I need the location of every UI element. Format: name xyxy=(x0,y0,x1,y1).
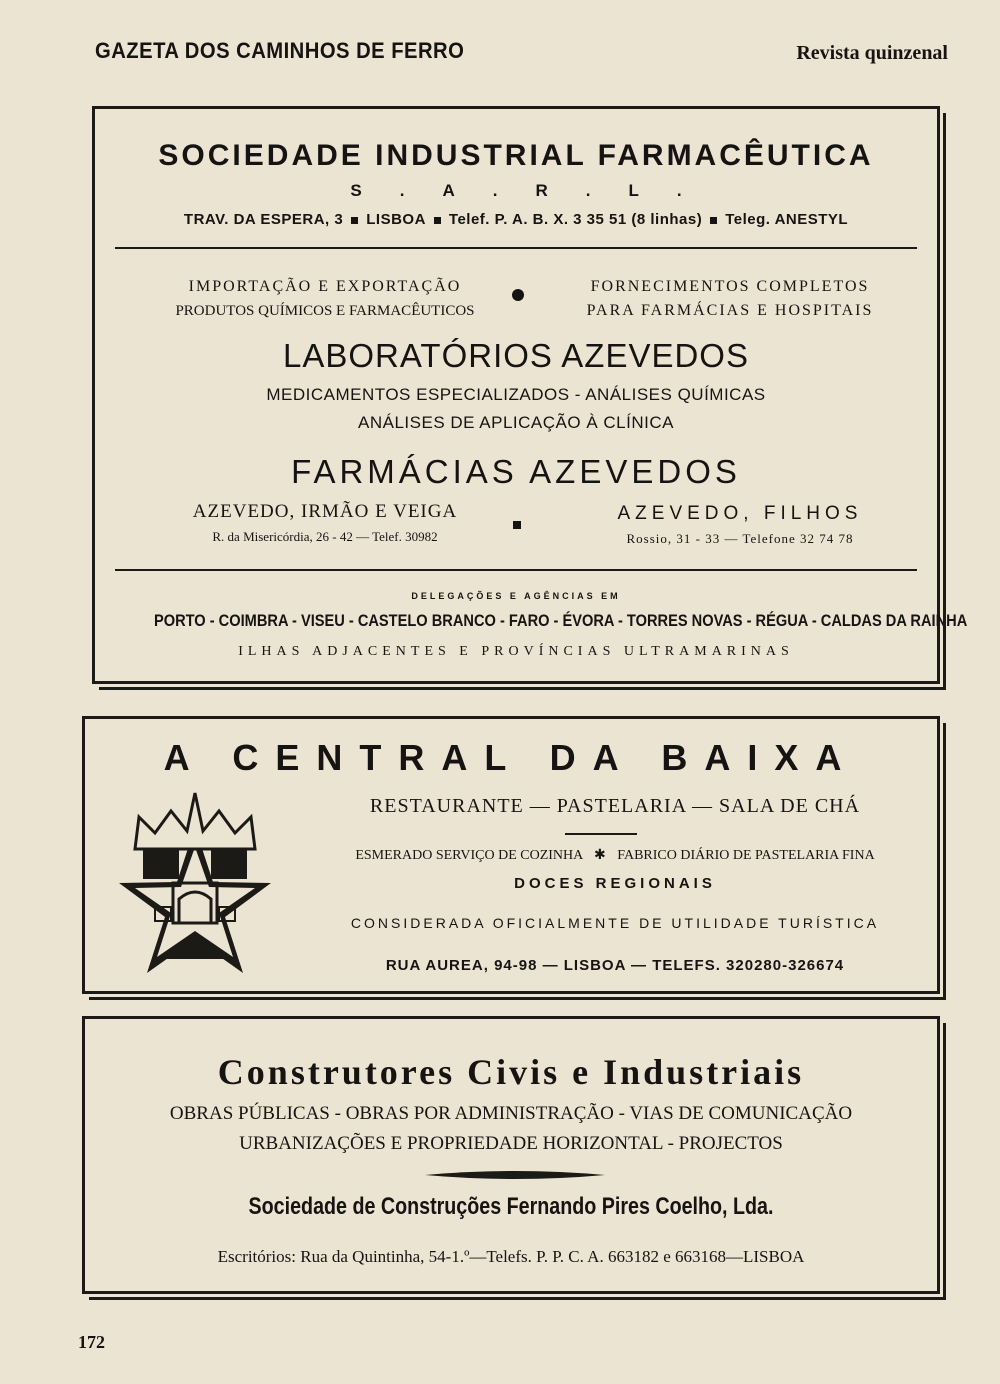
ad-sociedade-industrial-farmaceutica xyxy=(92,106,968,684)
magazine-title: GAZETA DOS CAMINHOS DE FERRO xyxy=(95,38,465,63)
ad1-import-block xyxy=(125,275,525,323)
ad1-delegations-label: DELEGAÇÕES E AGÊNCIAS EM xyxy=(411,591,621,601)
ad1-pharmacy-left xyxy=(125,501,525,545)
round-bullet-icon xyxy=(512,289,524,301)
pharmacy-name: AZEVEDO, FILHOS xyxy=(617,503,863,524)
ad1-street: TRAV. DA ESPERA, 3 xyxy=(183,211,344,228)
ad1-islands: ILHAS ADJACENTES E PROVÍNCIAS ULTRAMARINAS xyxy=(238,644,794,659)
ad2-address: RUA AUREA, 94-98 — LISBOA — TELEFS. 320280-326674 xyxy=(385,957,845,974)
ad3-company: Sociedade de Construções Fernando Pires Coelho, Lda. xyxy=(248,1193,774,1220)
ad1-title: SOCIEDADE INDUSTRIAL FARMACÊUTICA xyxy=(158,139,874,172)
ad1-lab-line: ANÁLISES DE APLICAÇÃO À CLÍNICA xyxy=(358,413,674,432)
ad1-lab-line: MEDICAMENTOS ESPECIALIZADOS - ANÁLISES QUÍMICAS xyxy=(266,385,766,404)
magazine-subtitle: Revista quinzenal xyxy=(796,42,948,64)
divider xyxy=(565,833,637,835)
ad3-line: OBRAS PÚBLICAS - OBRAS POR ADMINISTRAÇÃO - VIAS DE COMUNICAÇÃO xyxy=(169,1103,853,1124)
ad3-offices: Escritórios: Rua da Quintinha, 54-1.º—Telefs. P. P. C. A. 663182 e 663168—LISBOA xyxy=(217,1247,805,1266)
ad-central-da-baixa xyxy=(82,716,940,994)
square-bullet-icon xyxy=(351,217,358,224)
ad1-pharmacy-title: FARMÁCIAS AZEVEDOS xyxy=(291,453,741,490)
ad3-line: URBANIZAÇÕES E PROPRIEDADE HORIZONTAL - PROJECTOS xyxy=(239,1133,783,1154)
divider xyxy=(115,247,917,249)
ad1-products-line: PRODUTOS QUÍMICOS E FARMACÊUTICOS xyxy=(175,303,475,319)
ad1-supply-line: FORNECIMENTOS COMPLETOS xyxy=(590,278,870,295)
lens-divider-icon xyxy=(425,1171,605,1179)
ad1-cities: PORTO - COIMBRA - VISEU - CASTELO BRANCO - FARO - ÉVORA - TORRES NOVAS - RÉGUA - CALDAS DA RAINHA xyxy=(153,611,968,630)
ad2-services: RESTAURANTE — PASTELARIA — SALA DE CHÁ xyxy=(369,795,861,817)
ad-construtores-civis xyxy=(82,1016,940,1294)
square-bullet-icon xyxy=(710,217,717,224)
ad3-title: Construtores Civis e Industriais xyxy=(217,1052,805,1092)
page-number: 172 xyxy=(78,1332,105,1352)
ad1-supply-line: PARA FARMÁCIAS E HOSPITAIS xyxy=(586,302,874,319)
ad2-tourism: CONSIDERADA OFICIALMENTE DE UTILIDADE TURÍSTICA xyxy=(350,915,880,931)
ad2-bakery: FABRICO DIÁRIO DE PASTELARIA FINA xyxy=(617,848,875,863)
ad1-supply-block xyxy=(535,275,925,323)
pharmacy-address: R. da Misericórdia, 26 - 42 — Telef. 30982 xyxy=(212,529,438,544)
pharmacy-name: AZEVEDO, IRMÃO E VEIGA xyxy=(192,501,458,522)
ad2-kitchen: ESMERADO SERVIÇO DE COZINHA xyxy=(355,848,583,863)
ad1-import-line: IMPORTAÇÃO E EXPORTAÇÃO xyxy=(188,278,462,295)
ad1-sarl: S.A.R.L. xyxy=(350,181,720,200)
pharmacy-address: Rossio, 31 - 33 — Telefone 32 74 78 xyxy=(626,531,854,546)
ad1-city: LISBOA xyxy=(366,211,426,228)
ad1-address-line xyxy=(95,211,937,228)
ad1-pharmacy-right xyxy=(545,503,935,547)
asterisk-icon: ✱ xyxy=(593,848,606,863)
ad1-lab-title: LABORATÓRIOS AZEVEDOS xyxy=(282,337,749,374)
square-bullet-icon xyxy=(513,521,521,529)
ad1-phone: Telef. P. A. B. X. 3 35 51 (8 linhas) xyxy=(448,211,703,228)
ad2-title: A CENTRAL DA BAIXA xyxy=(163,737,859,778)
square-bullet-icon xyxy=(434,217,441,224)
ad1-telegraph: Teleg. ANESTYL xyxy=(725,211,849,228)
ad2-sweets: DOCES REGIONAIS xyxy=(514,875,716,892)
divider xyxy=(115,569,917,571)
crown-star-logo-icon xyxy=(115,787,275,987)
ad2-kitchen-line xyxy=(315,847,915,864)
